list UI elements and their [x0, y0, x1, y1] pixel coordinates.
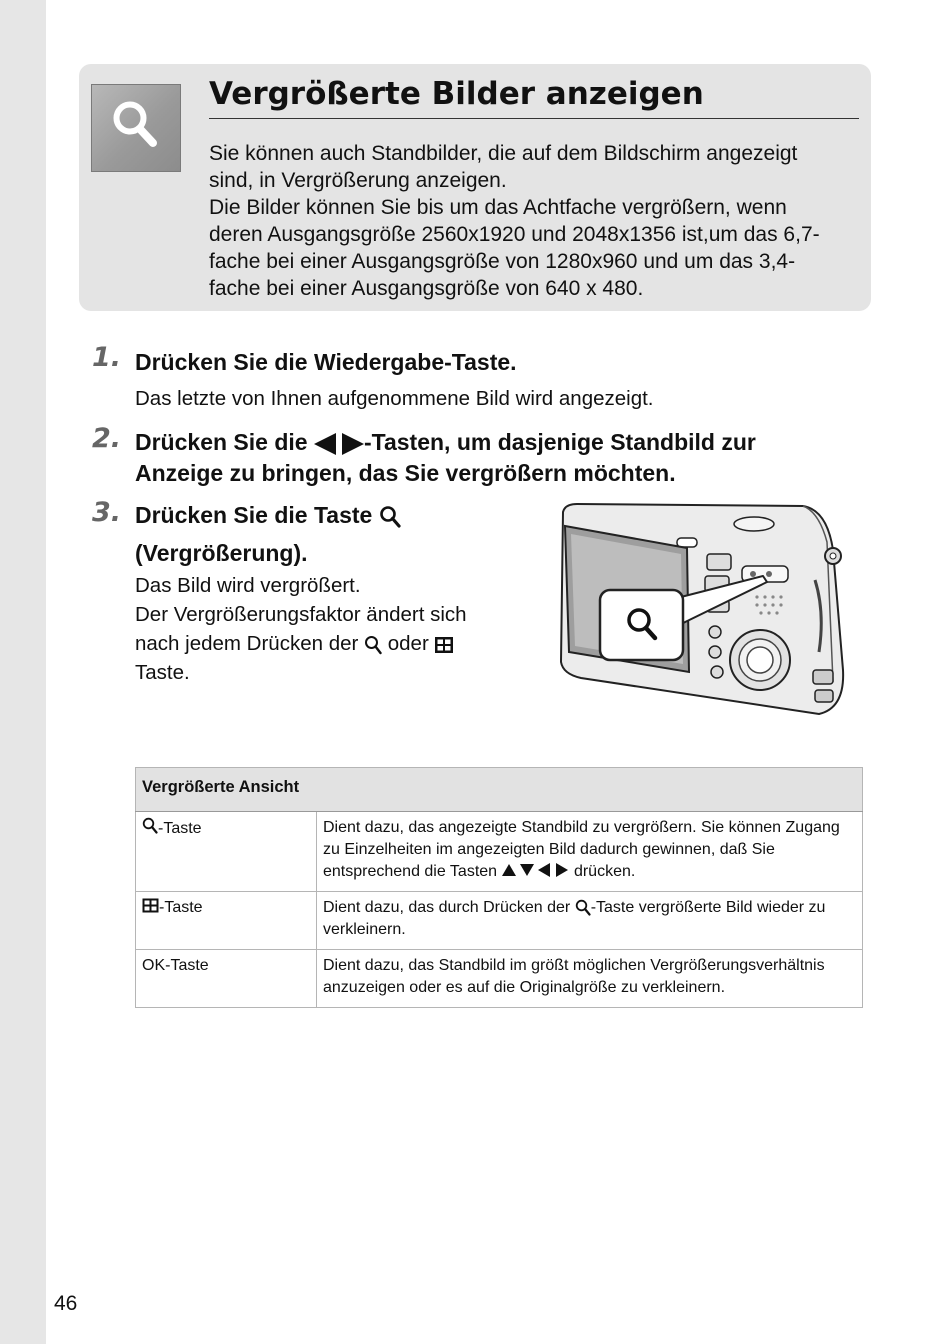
- step-body: Der Vergrößerungsfaktor ändert sich: [135, 603, 467, 626]
- zoom-view-table: [135, 767, 863, 1008]
- thumbnail-grid-icon: [434, 636, 454, 654]
- table-desc-text: Dient dazu, das angezeigte Standbild zu vergrößern. Sie können Zugang zu Einzelheiten im angezeigten Bild dadurch gewinnen, daß Sie entsprechend die Tasten: [323, 819, 840, 880]
- page-margin-strip: [0, 0, 46, 1344]
- step-heading: Anzeige zu bringen, das Sie vergrößern möchten.: [135, 460, 676, 486]
- page-number: 46: [54, 1292, 78, 1315]
- step-number: 1.: [92, 342, 122, 373]
- intro-line: fache bei einer Ausgangsgröße von 1280x960 und um das 3,4-: [209, 250, 796, 273]
- step-number: 2.: [92, 423, 122, 454]
- four-way-arrows-icon: [502, 863, 570, 877]
- table-desc-text: drücken.: [569, 863, 636, 880]
- magnifier-icon-tile: [91, 84, 181, 172]
- intro-line: Die Bilder können Sie bis um das Achtfache vergrößern, wenn: [209, 196, 787, 219]
- intro-line: Sie können auch Standbilder, die auf dem Bildschirm angezeigt: [209, 142, 798, 165]
- left-right-arrows-icon: [314, 433, 364, 455]
- step-body: Taste.: [135, 661, 190, 684]
- camera-illustration: [557, 502, 849, 720]
- intro-line: sind, in Vergrößerung anzeigen.: [209, 169, 507, 192]
- step-heading-text: -Tasten, um dasjenige Standbild zur: [363, 429, 756, 455]
- intro-text: [209, 140, 869, 302]
- table-key-label: OK-Taste: [142, 957, 209, 974]
- table-row: [136, 950, 863, 1008]
- thumbnail-grid-icon: [142, 898, 159, 913]
- step-heading: [135, 500, 401, 530]
- table-key-cell: [136, 892, 317, 950]
- step-heading: (Vergrößerung).: [135, 540, 308, 566]
- page-title: Vergrößerte Bilder anzeigen: [209, 74, 859, 119]
- step-heading-text: Drücken Sie die: [135, 429, 314, 455]
- step-heading: Drücken Sie die Wiedergabe-Taste.: [135, 349, 517, 375]
- table-desc-cell: Dient dazu, das Standbild im größt möglichen Vergrößerungsverhältnis anzuzeigen oder es auf die Originalgröße zu verkleinern.: [317, 950, 863, 1008]
- table-header-row: [136, 768, 863, 812]
- table-row: [136, 892, 863, 950]
- table-header: Vergrößerte Ansicht: [136, 768, 863, 812]
- magnifier-icon: [379, 505, 401, 529]
- step-body-text: oder: [382, 632, 435, 655]
- step-heading: [135, 427, 756, 457]
- step-number: 3.: [92, 497, 122, 528]
- step-body: [135, 629, 454, 658]
- table-key-label: -Taste: [159, 899, 203, 916]
- table-desc-cell: [317, 892, 863, 950]
- table-key-cell: [136, 950, 317, 1008]
- intro-line: deren Ausgangsgröße 2560x1920 und 2048x1356 ist,um das 6,7-: [209, 223, 820, 246]
- magnifier-icon: [142, 817, 158, 834]
- table-row: [136, 812, 863, 892]
- table-desc-text: -Taste vergrößerte Bild wieder zu verkleinern.: [323, 899, 826, 938]
- magnifier-icon: [109, 98, 163, 154]
- table-key-cell: [136, 812, 317, 892]
- step-heading-text: Drücken Sie die Taste: [135, 502, 379, 528]
- table-key-label: -Taste: [158, 820, 202, 837]
- step-body: Das letzte von Ihnen aufgenommene Bild wird angezeigt.: [135, 387, 654, 410]
- table-desc-text: Dient dazu, das durch Drücken der: [323, 899, 575, 916]
- magnifier-icon: [575, 899, 591, 916]
- magnifier-icon: [364, 635, 382, 655]
- step-body: Das Bild wird vergrößert.: [135, 574, 361, 597]
- table-desc-cell: [317, 812, 863, 892]
- step-body-text: nach jedem Drücken der: [135, 632, 365, 655]
- intro-line: fache bei einer Ausgangsgröße von 640 x 480.: [209, 277, 644, 300]
